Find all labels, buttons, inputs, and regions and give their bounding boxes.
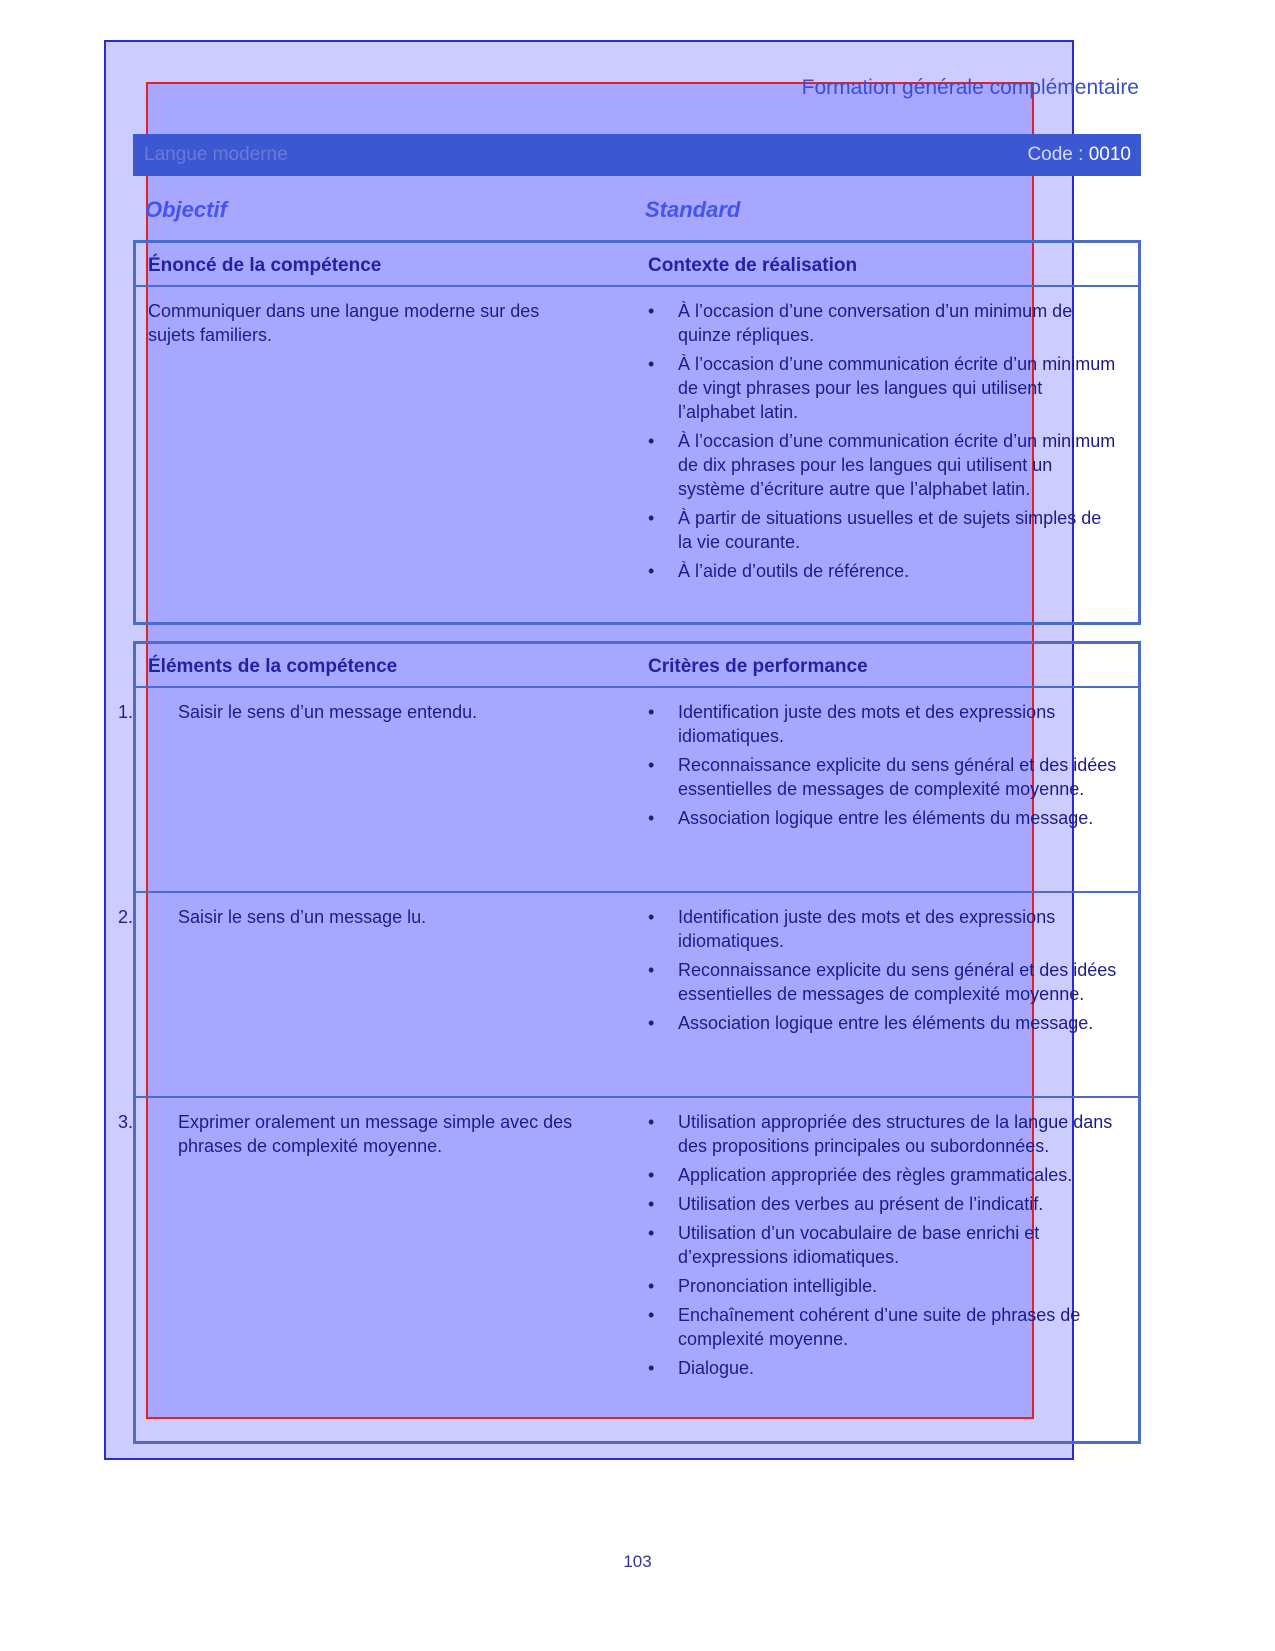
criteria-list <box>648 1110 1118 1385</box>
criterion-item: • Utilisation appropriée des structures de la langue dans des propositions principales ou subordonnées. <box>648 1110 1118 1158</box>
context-item: • À l’occasion d’une conversation d’un minimum de quinze répliques. <box>648 299 1118 347</box>
criterion-item: • Application appropriée des règles grammaticales. <box>648 1163 1118 1187</box>
context-item: • À l’occasion d’une communication écrite d’un minimum de vingt phrases pour les langues qui utilisent l’alphabet latin. <box>648 352 1118 424</box>
context-item: • À l’occasion d’une communication écrite d’un minimum de dix phrases pour les langues qui utilisent un système d’écriture autre que l’alphabet latin. <box>648 429 1118 501</box>
competence-row <box>136 287 1138 617</box>
criterion-item: • Association logique entre les éléments du message. <box>648 1011 1118 1035</box>
element-text <box>118 700 588 724</box>
elements-table <box>118 641 1141 1444</box>
competence-statement: Communiquer dans une langue moderne sur des sujets familiers. <box>148 301 540 345</box>
subject-band <box>133 134 1141 176</box>
criterion-item: • Reconnaissance explicite du sens général et des idées essentielles de messages de complexité moyenne. <box>648 753 1118 801</box>
context-list <box>648 299 1118 588</box>
code-value: 0010 <box>1088 144 1131 165</box>
objective-heading: Objectif <box>145 197 227 222</box>
criterion-item: • Identification juste des mots et des expressions idiomatiques. <box>648 905 1118 953</box>
context-header: Contexte de réalisation <box>648 255 858 276</box>
element-label: Saisir le sens d’un message entendu. <box>178 702 478 722</box>
standard-heading: Standard <box>645 197 741 222</box>
criterion-item: • Utilisation des verbes au présent de l’indicatif. <box>648 1192 1118 1216</box>
element-number: 1. <box>118 702 134 722</box>
element-label: Exprimer oralement un message simple avec des phrases de complexité moyenne. <box>178 1112 573 1156</box>
code-label: Code : <box>1027 144 1084 165</box>
elements-header: Éléments de la compétence <box>148 656 398 677</box>
criterion-item: • Prononciation intelligible. <box>648 1274 1118 1298</box>
context-item: • À partir de situations usuelles et de sujets simples de la vie courante. <box>648 506 1118 554</box>
element-number: 2. <box>118 907 134 927</box>
context-item: • À l’aide d’outils de référence. <box>648 559 1118 583</box>
element-text <box>118 1110 588 1158</box>
criterion-item: • Association logique entre les éléments du message. <box>648 806 1118 830</box>
page-number: 103 <box>623 1552 652 1571</box>
statement-header: Énoncé de la compétence <box>148 255 382 276</box>
subject-name: Langue moderne <box>144 144 288 165</box>
criteria-list <box>648 700 1118 835</box>
criterion-item: • Utilisation d’un vocabulaire de base enrichi et d’expressions idiomatiques. <box>648 1221 1118 1269</box>
competence-table-header <box>136 243 1138 287</box>
criterion-item: • Identification juste des mots et des expressions idiomatiques. <box>648 700 1118 748</box>
element-row <box>118 1098 1138 1443</box>
element-row <box>118 688 1138 893</box>
document-header-title: Formation générale complémentaire <box>801 76 1139 99</box>
element-number: 3. <box>118 1112 134 1132</box>
subject-code <box>1027 144 1131 166</box>
elements-table-header <box>136 644 1138 688</box>
criteria-list <box>648 905 1118 1040</box>
criterion-item: • Dialogue. <box>648 1356 1118 1380</box>
competence-table <box>133 240 1141 625</box>
element-row <box>118 893 1138 1098</box>
criterion-item: • Enchaînement cohérent d’une suite de phrases de complexité moyenne. <box>648 1303 1118 1351</box>
element-text <box>118 905 588 929</box>
element-label: Saisir le sens d’un message lu. <box>178 907 427 927</box>
criterion-item: • Reconnaissance explicite du sens général et des idées essentielles de messages de complexité moyenne. <box>648 958 1118 1006</box>
criteria-header: Critères de performance <box>648 656 868 677</box>
